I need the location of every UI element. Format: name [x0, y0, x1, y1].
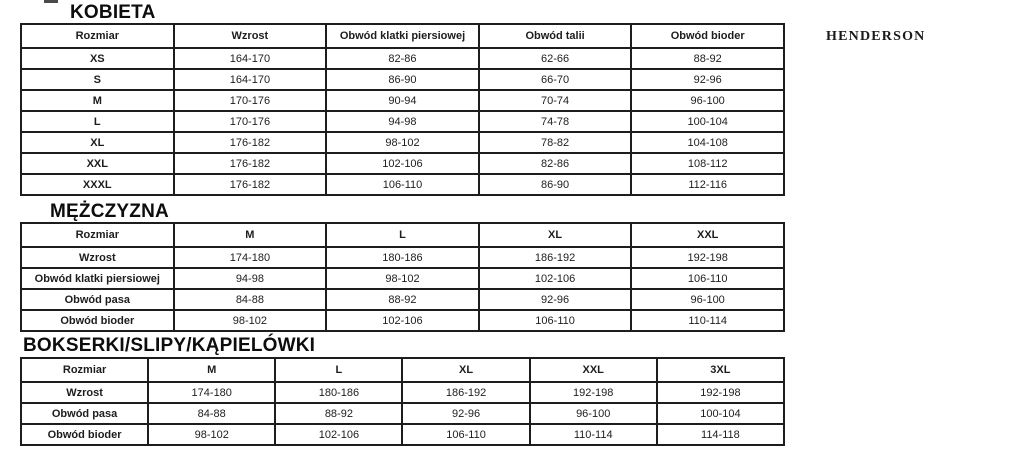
cell-value: 66-70 — [479, 69, 632, 90]
section-title-kobieta: KOBIETA — [70, 2, 156, 23]
cell-value: 192-198 — [631, 247, 784, 268]
cell-value: 102-106 — [275, 424, 402, 445]
cell-value: 170-176 — [174, 90, 327, 111]
table-header-row — [21, 358, 784, 382]
cell-value: 96-100 — [631, 90, 784, 111]
table-row — [21, 69, 784, 90]
table-row — [21, 403, 784, 424]
column-header: Rozmiar — [21, 223, 174, 247]
table-row — [21, 268, 784, 289]
table-header-row — [21, 223, 784, 247]
cell-value: 112-116 — [631, 174, 784, 195]
column-header: Obwód talii — [479, 24, 632, 48]
table-row — [21, 382, 784, 403]
column-header: Obwód klatki piersiowej — [326, 24, 479, 48]
row-label: Obwód pasa — [21, 289, 174, 310]
cell-value: 106-110 — [479, 310, 632, 331]
cell-value: 90-94 — [326, 90, 479, 111]
row-label: Wzrost — [21, 382, 148, 403]
section-title-mezczyzna: MĘŻCZYZNA — [50, 201, 169, 222]
cell-value: 176-182 — [174, 174, 327, 195]
cell-value: 180-186 — [326, 247, 479, 268]
cell-value: 94-98 — [326, 111, 479, 132]
cell-value: 94-98 — [174, 268, 327, 289]
table-header-row — [21, 24, 784, 48]
cell-value: 164-170 — [174, 48, 327, 69]
cell-value: 108-112 — [631, 153, 784, 174]
size-table-mezczyzna — [20, 222, 785, 332]
column-header: L — [275, 358, 402, 382]
cell-value: 62-66 — [479, 48, 632, 69]
column-header: XL — [402, 358, 529, 382]
cell-value: 110-114 — [631, 310, 784, 331]
cell-value: 174-180 — [148, 382, 275, 403]
cell-value: 180-186 — [275, 382, 402, 403]
row-label: Obwód pasa — [21, 403, 148, 424]
column-header: 3XL — [657, 358, 784, 382]
table-row — [21, 48, 784, 69]
cell-value: 100-104 — [657, 403, 784, 424]
cell-value: 100-104 — [631, 111, 784, 132]
table-row — [21, 90, 784, 111]
cell-value: 86-90 — [326, 69, 479, 90]
size-table-bokserki — [20, 357, 785, 446]
cell-value: 176-182 — [174, 153, 327, 174]
henderson-brand-logo: HENDERSON — [826, 29, 926, 44]
table-row — [21, 132, 784, 153]
cell-value: 186-192 — [402, 382, 529, 403]
column-header: M — [174, 223, 327, 247]
section-title-bokserki: BOKSERKI/SLIPY/KĄPIELÓWKI — [23, 335, 316, 356]
size-label: XXXL — [21, 174, 174, 195]
cell-value: 98-102 — [148, 424, 275, 445]
column-header: Rozmiar — [21, 24, 174, 48]
cell-value: 102-106 — [479, 268, 632, 289]
cell-value: 88-92 — [631, 48, 784, 69]
row-label: Obwód klatki piersiowej — [21, 268, 174, 289]
cell-value: 106-110 — [326, 174, 479, 195]
cell-value: 170-176 — [174, 111, 327, 132]
size-label: L — [21, 111, 174, 132]
cell-value: 86-90 — [479, 174, 632, 195]
cell-value: 110-114 — [530, 424, 657, 445]
cell-value: 102-106 — [326, 310, 479, 331]
cell-value: 88-92 — [275, 403, 402, 424]
cell-value: 164-170 — [174, 69, 327, 90]
size-table-kobieta — [20, 23, 785, 196]
size-label: XXL — [21, 153, 174, 174]
table-row — [21, 289, 784, 310]
cell-value: 114-118 — [657, 424, 784, 445]
column-header: Rozmiar — [21, 358, 148, 382]
cell-value: 98-102 — [326, 132, 479, 153]
column-header: Wzrost — [174, 24, 327, 48]
cell-value: 88-92 — [326, 289, 479, 310]
size-label: S — [21, 69, 174, 90]
column-header: L — [326, 223, 479, 247]
row-label: Wzrost — [21, 247, 174, 268]
size-label: M — [21, 90, 174, 111]
size-label: XL — [21, 132, 174, 153]
cell-value: 186-192 — [479, 247, 632, 268]
table-row — [21, 174, 784, 195]
row-label: Obwód bioder — [21, 310, 174, 331]
row-label: Obwód bioder — [21, 424, 148, 445]
cell-value: 78-82 — [479, 132, 632, 153]
cell-value: 192-198 — [530, 382, 657, 403]
table-row — [21, 424, 784, 445]
cropped-edge-artifact — [44, 0, 58, 3]
cell-value: 92-96 — [402, 403, 529, 424]
cell-value: 92-96 — [631, 69, 784, 90]
cell-value: 92-96 — [479, 289, 632, 310]
cell-value: 192-198 — [657, 382, 784, 403]
column-header: M — [148, 358, 275, 382]
cell-value: 106-110 — [631, 268, 784, 289]
cell-value: 84-88 — [174, 289, 327, 310]
column-header: Obwód bioder — [631, 24, 784, 48]
cell-value: 82-86 — [479, 153, 632, 174]
cell-value: 98-102 — [174, 310, 327, 331]
table-row — [21, 153, 784, 174]
cell-value: 74-78 — [479, 111, 632, 132]
cell-value: 106-110 — [402, 424, 529, 445]
size-label: XS — [21, 48, 174, 69]
cell-value: 102-106 — [326, 153, 479, 174]
table-row — [21, 247, 784, 268]
column-header: XL — [479, 223, 632, 247]
cell-value: 96-100 — [631, 289, 784, 310]
cell-value: 176-182 — [174, 132, 327, 153]
table-row — [21, 310, 784, 331]
table-row — [21, 111, 784, 132]
cell-value: 174-180 — [174, 247, 327, 268]
cell-value: 98-102 — [326, 268, 479, 289]
cell-value: 96-100 — [530, 403, 657, 424]
cell-value: 84-88 — [148, 403, 275, 424]
cell-value: 70-74 — [479, 90, 632, 111]
column-header: XXL — [530, 358, 657, 382]
cell-value: 104-108 — [631, 132, 784, 153]
column-header: XXL — [631, 223, 784, 247]
cell-value: 82-86 — [326, 48, 479, 69]
